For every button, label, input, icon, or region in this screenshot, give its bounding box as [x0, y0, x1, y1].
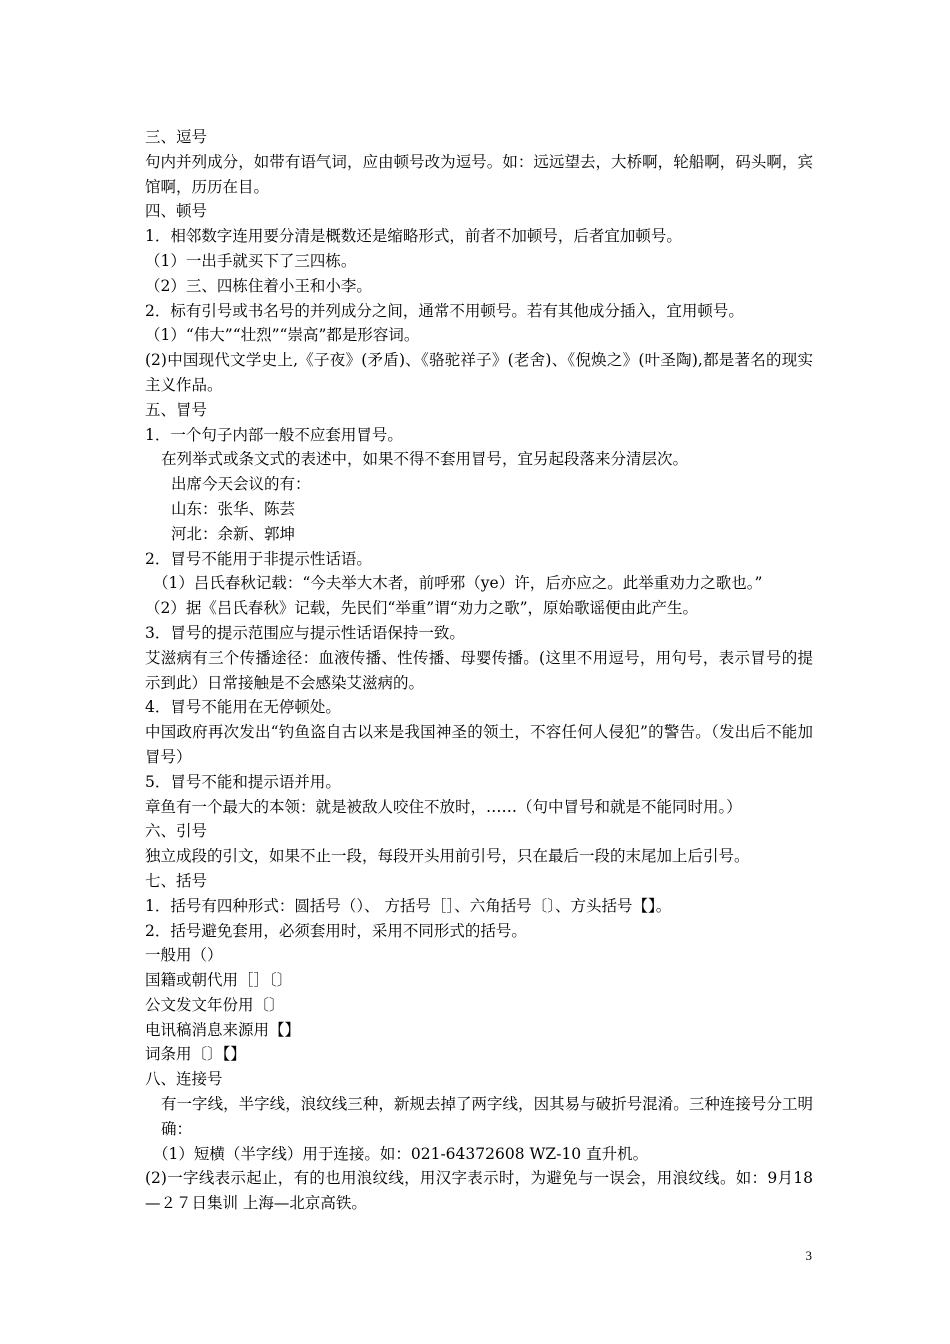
text-line: 国籍或朝代用［］〔〕	[145, 971, 293, 990]
text-line: 2．标有引号或书名号的并列成分之间，通常不用顿号。若有其他成分插入，宜用顿号。	[145, 301, 744, 320]
text-line: 在列举式或条文式的表述中，如果不得不套用冒号，宜另起段落来分清层次。	[161, 450, 689, 469]
text-line: （1）“伟大”“壮烈”“崇高”都是形容词。	[145, 326, 420, 345]
text-line: 词条用〔〕【】	[145, 1045, 246, 1064]
text-line: （1）一出手就买下了三四栋。	[145, 251, 357, 270]
text-line: 七、括号	[145, 871, 208, 890]
text-line: 艾滋病有三个传播途径：血液传播、性传播、母婴传播。(这里不用逗号，用句号，表示冒号的提示到此）日常接触是不会感染艾滋病的。	[145, 648, 813, 692]
text-line: 5．冒号不能和提示语并用。	[145, 772, 341, 791]
text-line: 2．冒号不能用于非提示性话语。	[145, 549, 372, 568]
text-line: 山东：张华、陈芸	[171, 499, 296, 518]
text-line: (2)中国现代文学史上,《子夜》(矛盾)、《骆驼祥子》(老舍)、《倪焕之》(叶圣陶),都是著名的现实主义作品。	[145, 351, 813, 394]
page-number: 3	[805, 1248, 812, 1263]
text-line: 1．一个句子内部一般不应套用冒号。	[145, 425, 403, 444]
text-line: （1）吕氏春秋记载：“今夫举大木者，前呼邪（ye）许，后亦应之。此举重劝力之歌也。”	[153, 574, 763, 593]
text-line: 一般用（）	[145, 946, 223, 965]
text-line: 独立成段的引文，如果不止一段，每段开头用前引号，只在最后一段的末尾加上后引号。	[145, 847, 750, 866]
text-line: （2）三、四栋住着小王和小李。	[145, 276, 372, 295]
text-line: 2．括号避免套用，必须套用时，采用不同形式的括号。	[145, 921, 527, 940]
text-line: 河北：余新、郭坤	[171, 524, 296, 543]
text-line: （2）据《吕氏春秋》记载，先民们“举重”谓“劝力之歌”，原始歌谣便由此产生。	[145, 599, 699, 618]
text-line: （1）短横（半字线）用于连接。如：021-64372608 WZ-10 直升机。	[153, 1144, 649, 1163]
text-line: 八、连接号	[145, 1070, 223, 1089]
text-line: 3．冒号的提示范围应与提示性话语保持一致。	[145, 623, 465, 642]
text-line: 电讯稿消息来源用【】	[145, 1020, 301, 1039]
document-body	[145, 125, 813, 1216]
text-line: 五、冒号	[145, 400, 208, 419]
text-line: 公文发文年份用〔〕	[145, 995, 285, 1014]
text-line: 出席今天会议的有：	[171, 475, 311, 494]
text-line: 句内并列成分，如带有语气词，应由顿号改为逗号。如：远远望去，大桥啊，轮船啊，码头啊，宾馆啊，历历在目。	[145, 152, 813, 196]
text-line: 有一字线，半字线，浪纹线三种，新规去掉了两字线，因其易与破折号混淆。三种连接号分工明确：	[161, 1095, 813, 1138]
text-line: 1．括号有四种形式：圆括号（）、 方括号［］、六角括号〔〕、方头括号【】。	[145, 896, 672, 915]
text-line: 三、逗号	[145, 128, 208, 146]
text-line: 4．冒号不能用在无停顿处。	[145, 698, 341, 717]
text-line: 四、顿号	[145, 202, 208, 221]
text-line: 1．相邻数字连用要分清是概数还是缩略形式，前者不加顿号，后者宜加顿号。	[145, 227, 682, 246]
text-line: 章鱼有一个最大的本领：就是被敌人咬住不放时，……（句中冒号和就是不能同时用。）	[145, 797, 742, 816]
text-line: (2)一字线表示起止，有的也用浪纹线，用汉字表示时，为避免与一误会，用浪纹线。如：9月18—２７日集训 上海—北京高铁。	[145, 1169, 813, 1213]
text-line: 六、引号	[145, 822, 208, 841]
text-line: 中国政府再次发出“钓鱼盗自古以来是我国神圣的领土，不容任何人侵犯”的警告。（发出后不能加冒号）	[145, 723, 813, 766]
